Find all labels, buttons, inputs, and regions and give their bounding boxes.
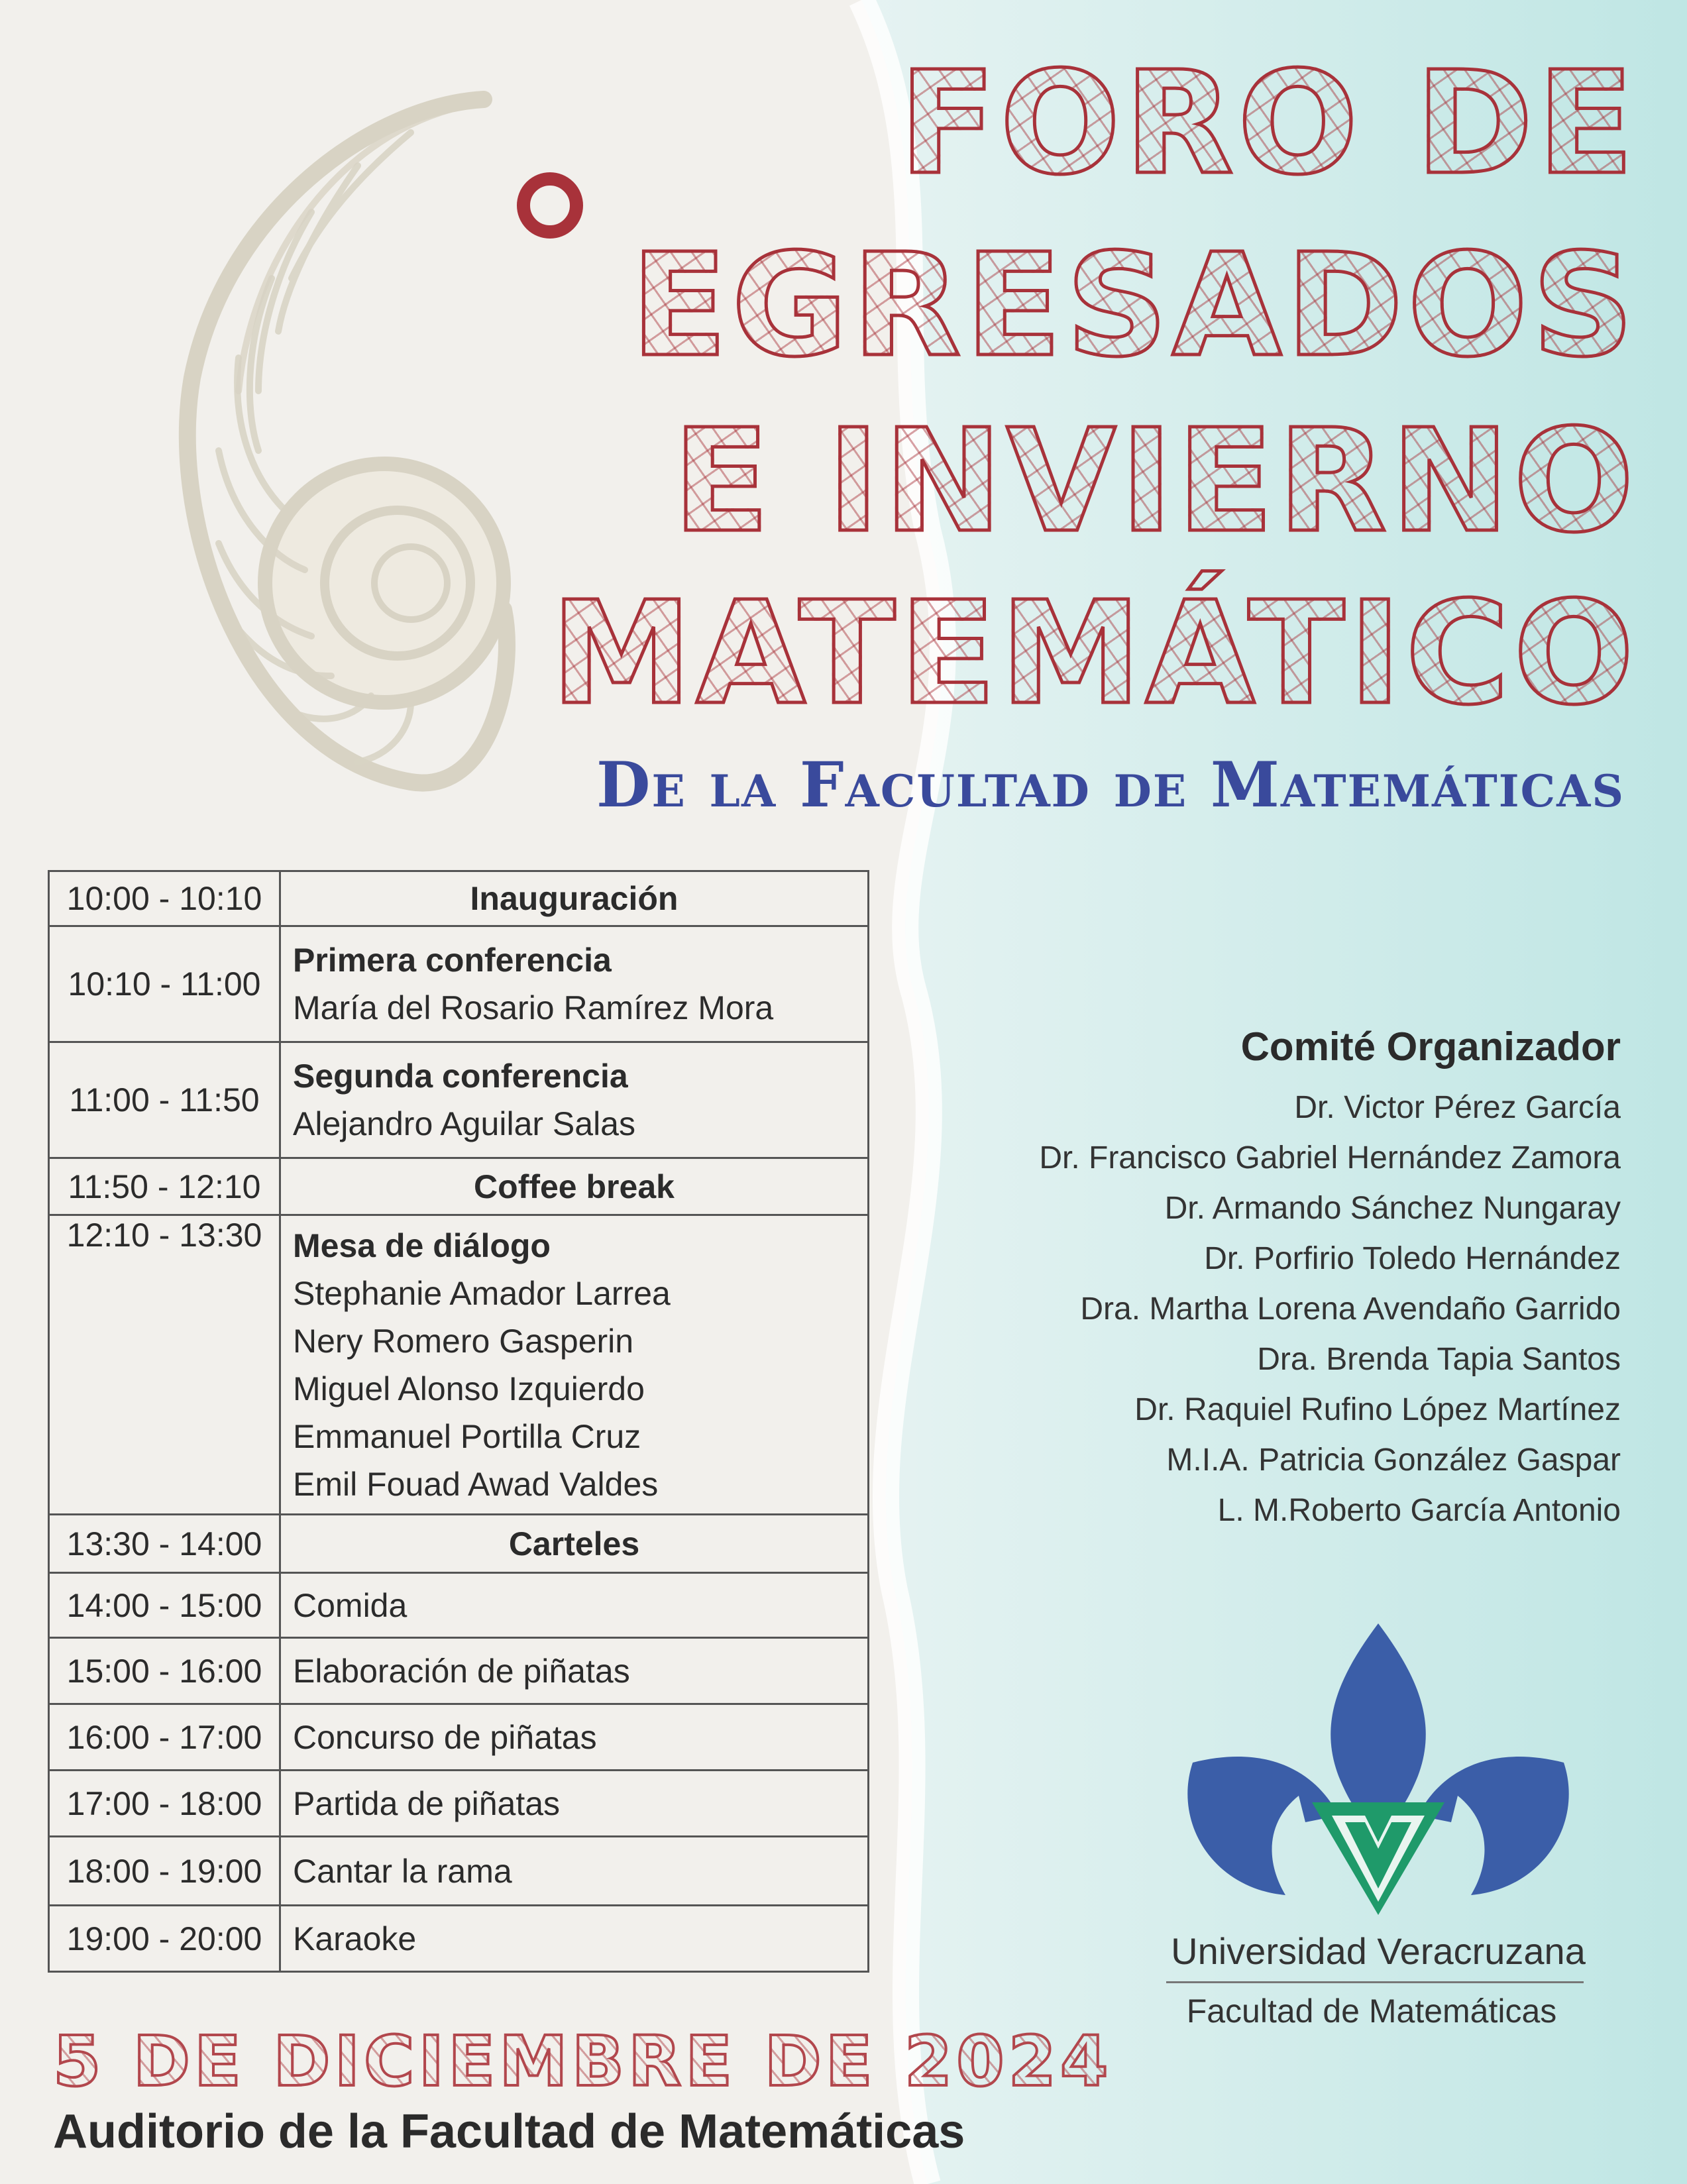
- activity-title: Partida de piñatas: [293, 1784, 561, 1822]
- committee: [1039, 1024, 1621, 1536]
- ring-ornament-icon: [510, 166, 590, 245]
- committee-member: Dra. Martha Lorena Avendaño Garrido: [1080, 1291, 1621, 1327]
- schedule-time: 11:50 - 12:10: [49, 1158, 280, 1215]
- committee-member: M.I.A. Patricia González Gaspar: [1166, 1443, 1621, 1478]
- schedule-row: [49, 1158, 869, 1215]
- activity-title: Coffee break: [474, 1168, 675, 1205]
- schedule-time: 17:00 - 18:00: [49, 1771, 280, 1837]
- schedule-time: 15:00 - 16:00: [49, 1638, 280, 1704]
- activity-speaker: Stephanie Amador Larrea: [293, 1274, 671, 1312]
- title-line-1: FORO DE: [898, 41, 1638, 206]
- event-date: 5 DE DICIEMBRE DE 2024: [53, 2021, 1113, 2102]
- event-venue: Auditorio de la Facultad de Matemáticas: [53, 2105, 965, 2158]
- activity-title: Mesa de diálogo: [293, 1227, 551, 1264]
- schedule-row: [49, 1704, 869, 1771]
- title-line-4: MATEMÁTICO: [551, 571, 1638, 736]
- schedule-activity: [280, 1515, 869, 1573]
- activity-speaker: Miguel Alonso Izquierdo: [293, 1370, 645, 1407]
- schedule-activity: [280, 1704, 869, 1771]
- committee-member: Dra. Brenda Tapia Santos: [1257, 1342, 1621, 1377]
- activity-title: Segunda conferencia: [293, 1058, 628, 1095]
- activity-speaker: María del Rosario Ramírez Mora: [293, 989, 774, 1026]
- schedule-activity: [280, 1215, 869, 1515]
- activity-title: Concurso de piñatas: [293, 1718, 597, 1756]
- schedule-row: [49, 1638, 869, 1704]
- schedule-time: 19:00 - 20:00: [49, 1906, 280, 1972]
- schedule-row: [49, 926, 869, 1042]
- title-line-3: E INVIERNO: [673, 399, 1638, 564]
- activity-title: Karaoke: [293, 1920, 417, 1957]
- schedule-row: [49, 871, 869, 926]
- activity-title: Inauguración: [470, 880, 679, 917]
- committee-members: [1039, 1083, 1621, 1536]
- activity-speaker: Nery Romero Gasperin: [293, 1322, 634, 1360]
- schedule-activity: [280, 1158, 869, 1215]
- schedule-row: [49, 1042, 869, 1158]
- committee-member: Dr. Armando Sánchez Nungaray: [1164, 1191, 1621, 1226]
- subtitle: De la Facultad de Matemáticas: [596, 749, 1625, 822]
- university-divider: [1166, 1981, 1584, 1983]
- schedule-row: [49, 1573, 869, 1638]
- schedule-time: 18:00 - 19:00: [49, 1837, 280, 1906]
- committee-member: L. M.Roberto García Antonio: [1217, 1493, 1621, 1528]
- schedule-row: [49, 1837, 869, 1906]
- schedule-time: 12:10 - 13:30: [49, 1215, 280, 1515]
- committee-member: Dr. Raquiel Rufino López Martínez: [1134, 1392, 1621, 1427]
- university-name: Universidad Veracruzana: [1171, 1930, 1586, 1972]
- schedule-row: [49, 1771, 869, 1837]
- schedule-activity: [280, 1771, 869, 1837]
- schedule-activity: [280, 1638, 869, 1704]
- activity-speaker: Alejandro Aguilar Salas: [293, 1105, 635, 1142]
- schedule-row: [49, 1515, 869, 1573]
- activity-title: Cantar la rama: [293, 1852, 512, 1890]
- activity-title: Elaboración de piñatas: [293, 1652, 630, 1690]
- schedule-activity: [280, 1573, 869, 1638]
- activity-speaker: Emmanuel Portilla Cruz: [293, 1417, 641, 1455]
- schedule-activity: [280, 926, 869, 1042]
- schedule-time: 11:00 - 11:50: [49, 1042, 280, 1158]
- activity-speaker: Emil Fouad Awad Valdes: [293, 1465, 659, 1503]
- nautilus-shell-icon: [93, 80, 517, 808]
- flor-de-lis-icon: [1166, 1623, 1590, 1928]
- committee-heading: Comité Organizador: [1240, 1024, 1621, 1069]
- schedule-row: [49, 1906, 869, 1972]
- schedule-time: 10:10 - 11:00: [49, 926, 280, 1042]
- committee-member: Dr. Victor Pérez García: [1294, 1090, 1621, 1125]
- schedule-activity: [280, 1906, 869, 1972]
- schedule-time: 10:00 - 10:10: [49, 871, 280, 926]
- schedule-time: 13:30 - 14:00: [49, 1515, 280, 1573]
- committee-member: Dr. Porfirio Toledo Hernández: [1204, 1241, 1621, 1276]
- schedule-row: [49, 1215, 869, 1515]
- activity-title: Comida: [293, 1586, 408, 1624]
- schedule-activity: [280, 1042, 869, 1158]
- schedule-activity: [280, 871, 869, 926]
- schedule-table: [48, 870, 869, 1973]
- faculty-name: Facultad de Matemáticas: [1186, 1993, 1557, 2030]
- schedule-time: 14:00 - 15:00: [49, 1573, 280, 1638]
- activity-title: Primera conferencia: [293, 942, 612, 979]
- title-line-2: EGRESADOS: [630, 223, 1638, 388]
- schedule-activity: [280, 1837, 869, 1906]
- committee-member: Dr. Francisco Gabriel Hernández Zamora: [1039, 1140, 1621, 1175]
- schedule-time: 16:00 - 17:00: [49, 1704, 280, 1771]
- activity-title: Carteles: [508, 1525, 640, 1562]
